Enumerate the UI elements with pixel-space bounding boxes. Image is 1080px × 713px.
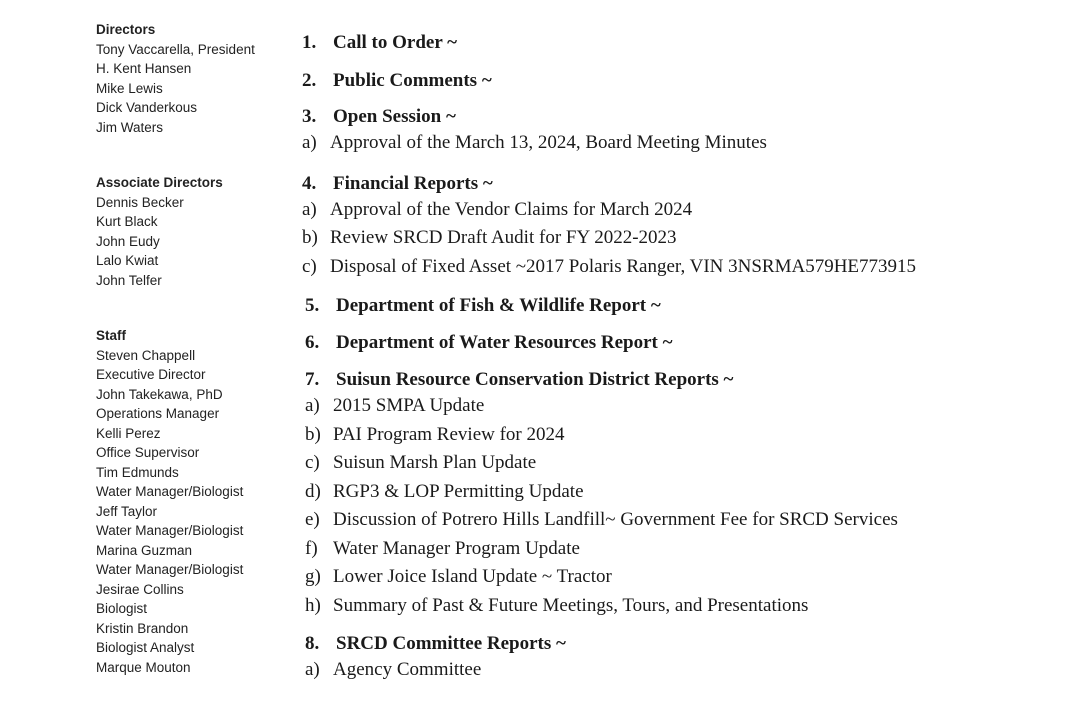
- item-letter: a): [305, 395, 320, 416]
- agenda-item: [302, 253, 1072, 282]
- agenda-item: [302, 592, 1072, 621]
- staff-entry: Kelli Perez: [96, 425, 161, 441]
- section-number: 4.: [302, 172, 317, 194]
- director-name: Mike Lewis: [96, 80, 163, 96]
- staff-entry: Biologist Analyst: [96, 640, 195, 655]
- item-text: Discussion of Potrero Hills Landfill~ Government Fee for SRCD Services: [333, 509, 898, 530]
- item-text: PAI Program Review for 2024: [333, 423, 565, 445]
- item-letter: h): [305, 594, 321, 616]
- agenda-item: [302, 563, 1072, 592]
- section-title: Public Comments ~: [333, 70, 492, 91]
- staff-entry: Jesirae Collins: [96, 581, 184, 597]
- associate-director-name: Lalo Kwiat: [96, 253, 159, 268]
- item-text: Disposal of Fixed Asset ~2017 Polaris Ranger, VIN 3NSRMA579HE773915: [330, 255, 917, 277]
- agenda-item: [302, 449, 1072, 478]
- staff-entry: Water Manager/Biologist: [96, 484, 244, 499]
- agenda-item: [302, 421, 1072, 450]
- staff-entry: Jeff Taylor: [96, 503, 158, 519]
- section-number: 5.: [305, 295, 320, 316]
- associate-director-name: John Eudy: [96, 233, 160, 249]
- section-number: 3.: [302, 106, 317, 127]
- section-title: Department of Fish & Wildlife Report ~: [336, 295, 661, 316]
- section-number: 2.: [302, 70, 317, 91]
- agenda-item: [302, 196, 1072, 225]
- agenda-item: [302, 535, 1072, 564]
- agenda-section-srcd-reports: [302, 368, 1072, 620]
- agenda-section-water-resources: [302, 331, 1072, 355]
- director-name: Jim Waters: [96, 119, 163, 135]
- section-title: SRCD Committee Reports ~: [336, 633, 566, 654]
- staff-entry: Marina Guzman: [96, 542, 193, 558]
- agenda-section-financial-reports: [302, 172, 1072, 282]
- item-letter: c): [302, 255, 317, 277]
- agenda-section-public-comments: [302, 69, 1072, 93]
- item-text: Lower Joice Island Update ~ Tractor: [333, 566, 612, 587]
- agenda-item: [302, 224, 1072, 253]
- item-letter: f): [305, 537, 318, 559]
- agenda-section-committee-reports: [302, 632, 1072, 685]
- staff-entry: Steven Chappell: [96, 347, 196, 363]
- staff-entry: John Takekawa, PhD: [96, 386, 223, 402]
- section-title: Open Session ~: [333, 106, 456, 127]
- agenda: [302, 30, 1072, 685]
- associate-director-name: Dennis Becker: [96, 194, 184, 210]
- sidebar-roster: [96, 20, 286, 713]
- item-letter: d): [305, 480, 321, 502]
- item-text: Approval of the March 13, 2024, Board Meeting Minutes: [330, 132, 767, 153]
- section-number: 1.: [302, 32, 317, 53]
- staff-entry: Water Manager/Biologist: [96, 523, 244, 538]
- agenda-section-fish-wildlife: [302, 294, 1072, 318]
- staff-heading: Staff: [96, 328, 126, 343]
- agenda-section-call-to-order: [302, 31, 1072, 55]
- staff-entry: Operations Manager: [96, 406, 220, 421]
- item-letter: e): [305, 509, 320, 530]
- staff-entry: Water Manager/Biologist: [96, 562, 244, 577]
- staff-entry: Executive Director: [96, 367, 206, 382]
- item-letter: b): [302, 227, 318, 248]
- item-text: Suisun Marsh Plan Update: [333, 452, 537, 473]
- section-number: 8.: [305, 633, 320, 654]
- associate-directors-group: [96, 173, 286, 290]
- item-letter: g): [305, 566, 321, 587]
- item-text: Approval of the Vendor Claims for March 2024: [330, 198, 693, 220]
- staff-entry: Kristin Brandon: [96, 620, 189, 636]
- item-letter: a): [302, 132, 317, 153]
- item-letter: b): [305, 423, 321, 445]
- director-name: Dick Vanderkous: [96, 100, 198, 115]
- staff-entry: Tim Edmunds: [96, 464, 179, 480]
- item-letter: a): [302, 198, 317, 220]
- section-title: Department of Water Resources Report ~: [336, 332, 673, 353]
- staff-entry: Marque Mouton: [96, 659, 191, 675]
- directors-group: [96, 20, 286, 137]
- agenda-item: [302, 478, 1072, 507]
- agenda-item: [302, 392, 1072, 421]
- directors-heading: Directors: [96, 22, 156, 37]
- section-title: Financial Reports ~: [333, 172, 493, 194]
- section-number: 6.: [305, 332, 320, 353]
- staff-entry: Office Supervisor: [96, 445, 200, 460]
- item-letter: a): [305, 659, 320, 680]
- agenda-item: [302, 656, 1072, 685]
- section-number: 7.: [305, 369, 320, 390]
- item-text: Review SRCD Draft Audit for FY 2022-2023: [330, 227, 677, 248]
- staff-entry: Biologist: [96, 601, 148, 616]
- section-title: Call to Order ~: [333, 32, 458, 53]
- agenda-item: [302, 506, 1072, 535]
- item-text: 2015 SMPA Update: [333, 395, 485, 416]
- section-title: Suisun Resource Conservation District Reports ~: [336, 369, 734, 390]
- agenda-item: [302, 129, 1072, 158]
- associate-director-name: John Telfer: [96, 272, 162, 288]
- director-name: H. Kent Hansen: [96, 61, 192, 76]
- item-text: Agency Committee: [333, 659, 482, 680]
- staff-group: [96, 326, 286, 677]
- item-text: RGP3 & LOP Permitting Update: [333, 480, 584, 502]
- associate-directors-heading: Associate Directors: [96, 175, 223, 190]
- item-letter: c): [305, 452, 320, 473]
- director-name: Tony Vaccarella, President: [96, 41, 255, 57]
- associate-director-name: Kurt Black: [96, 214, 158, 229]
- item-text: Water Manager Program Update: [333, 537, 580, 559]
- item-text: Summary of Past & Future Meetings, Tours, and Presentations: [333, 594, 809, 616]
- agenda-section-open-session: [302, 105, 1072, 158]
